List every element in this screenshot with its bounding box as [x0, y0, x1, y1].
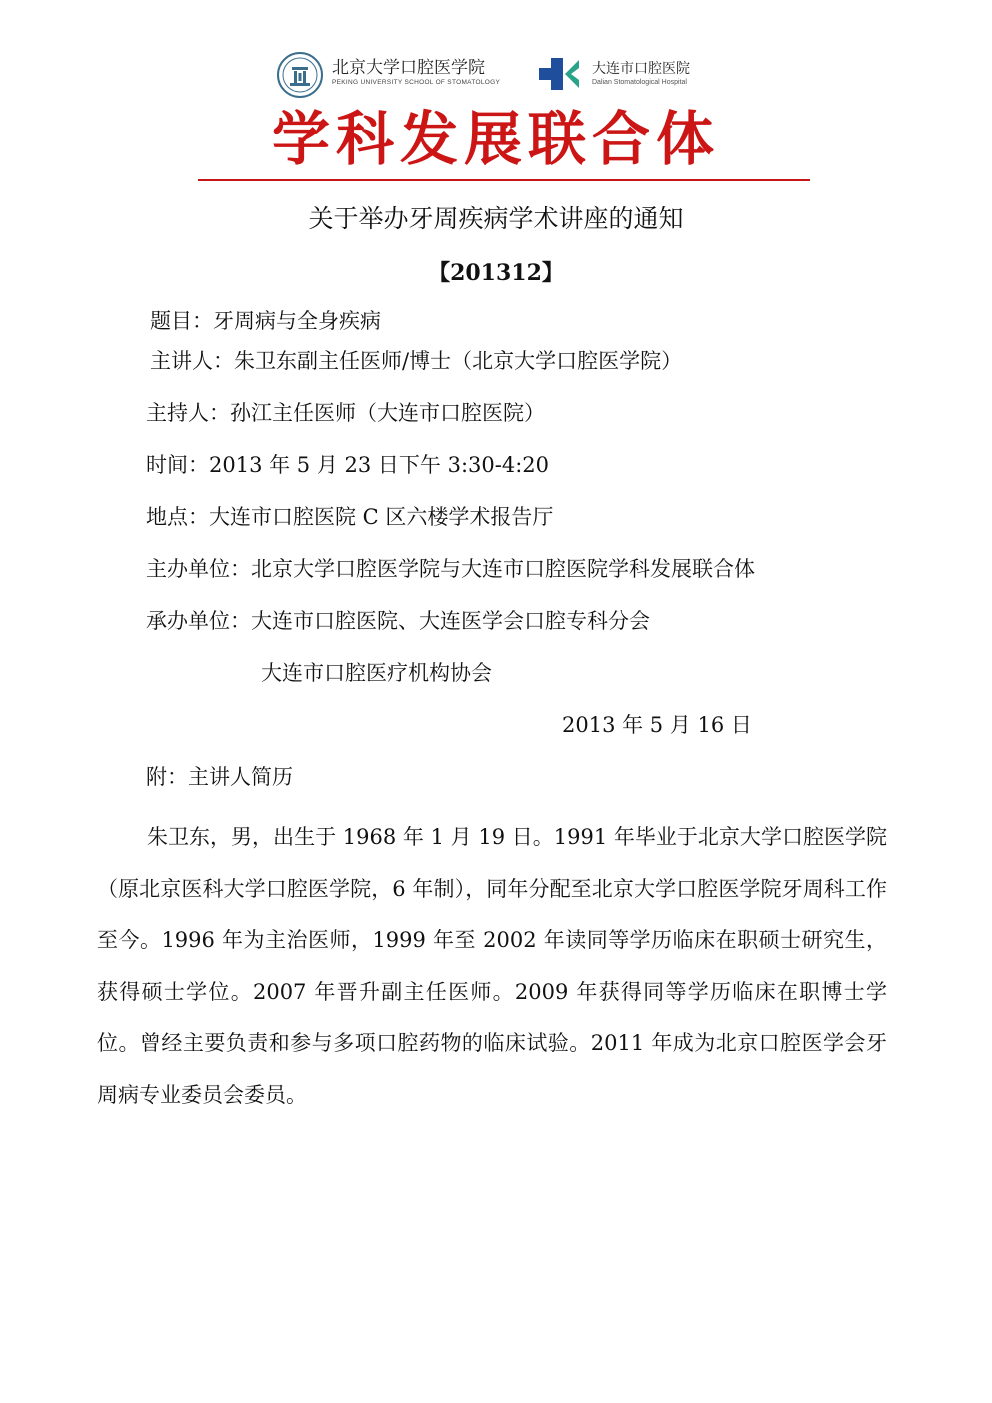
- topic-line: 题目：牙周病与全身疾病: [150, 309, 381, 333]
- notice-date: 2013 年 5 月 16 日: [562, 713, 752, 737]
- issue-number: 【201312】: [428, 260, 564, 286]
- dalian-english-name: Dalian Stomatological Hospital: [592, 79, 687, 86]
- organizer-line: 主办单位：北京大学口腔医学院与大连市口腔医院学科发展联合体: [146, 557, 755, 581]
- pku-name-block: [332, 58, 500, 87]
- header-divider: [198, 179, 810, 181]
- dalian-name: 大连市口腔医院: [592, 61, 690, 77]
- speaker-bio: 朱卫东，男，出生于 1968 年 1 月 19 日。1991 年毕业于北京大学口腔医学院（原北京医科大学口腔医学院，6 年制），同年分配至北京大学口腔医学院牙周科工作至今。1996 年为主治医师，1999 年至 2002 年读同等学历临床在职硕士研究生，获得硕士学位。2007 年晋升副主任医师。2009 年获得同等学历临床在职博士学位。曾经主要负责和参与多项口腔药物的临床试验。2011 年成为北京口腔医学会牙周病专业委员会委员。: [97, 825, 887, 1107]
- co-organizer-line-2: 大连市口腔医疗机构协会: [261, 661, 492, 685]
- pku-emblem-icon: [276, 51, 324, 99]
- time-line: 时间：2013 年 5 月 23 日下午 3:30-4:20: [146, 453, 549, 477]
- banner-title: 学科发展联合体: [271, 105, 720, 173]
- notice-title: 关于举办牙周疾病学术讲座的通知: [308, 204, 684, 233]
- dalian-hospital-logo-icon: [537, 56, 581, 92]
- host-line: 主持人：孙江主任医师（大连市口腔医院）: [146, 401, 545, 425]
- letterhead: [0, 44, 992, 94]
- speaker-line: 主讲人：朱卫东副主任医师/博士（北京大学口腔医学院）: [150, 349, 683, 373]
- pku-english-name: PEKING UNIVERSITY SCHOOL OF STOMATOLOGY: [332, 79, 501, 86]
- location-line: 地点：大连市口腔医院 C 区六楼学术报告厅: [146, 505, 554, 529]
- pku-name: 北京大学口腔医学院: [332, 58, 485, 78]
- co-organizer-line: 承办单位：大连市口腔医院、大连医学会口腔专科分会: [146, 609, 650, 633]
- appendix-label: 附：主讲人简历: [146, 765, 293, 789]
- dalian-name-block: [592, 60, 690, 87]
